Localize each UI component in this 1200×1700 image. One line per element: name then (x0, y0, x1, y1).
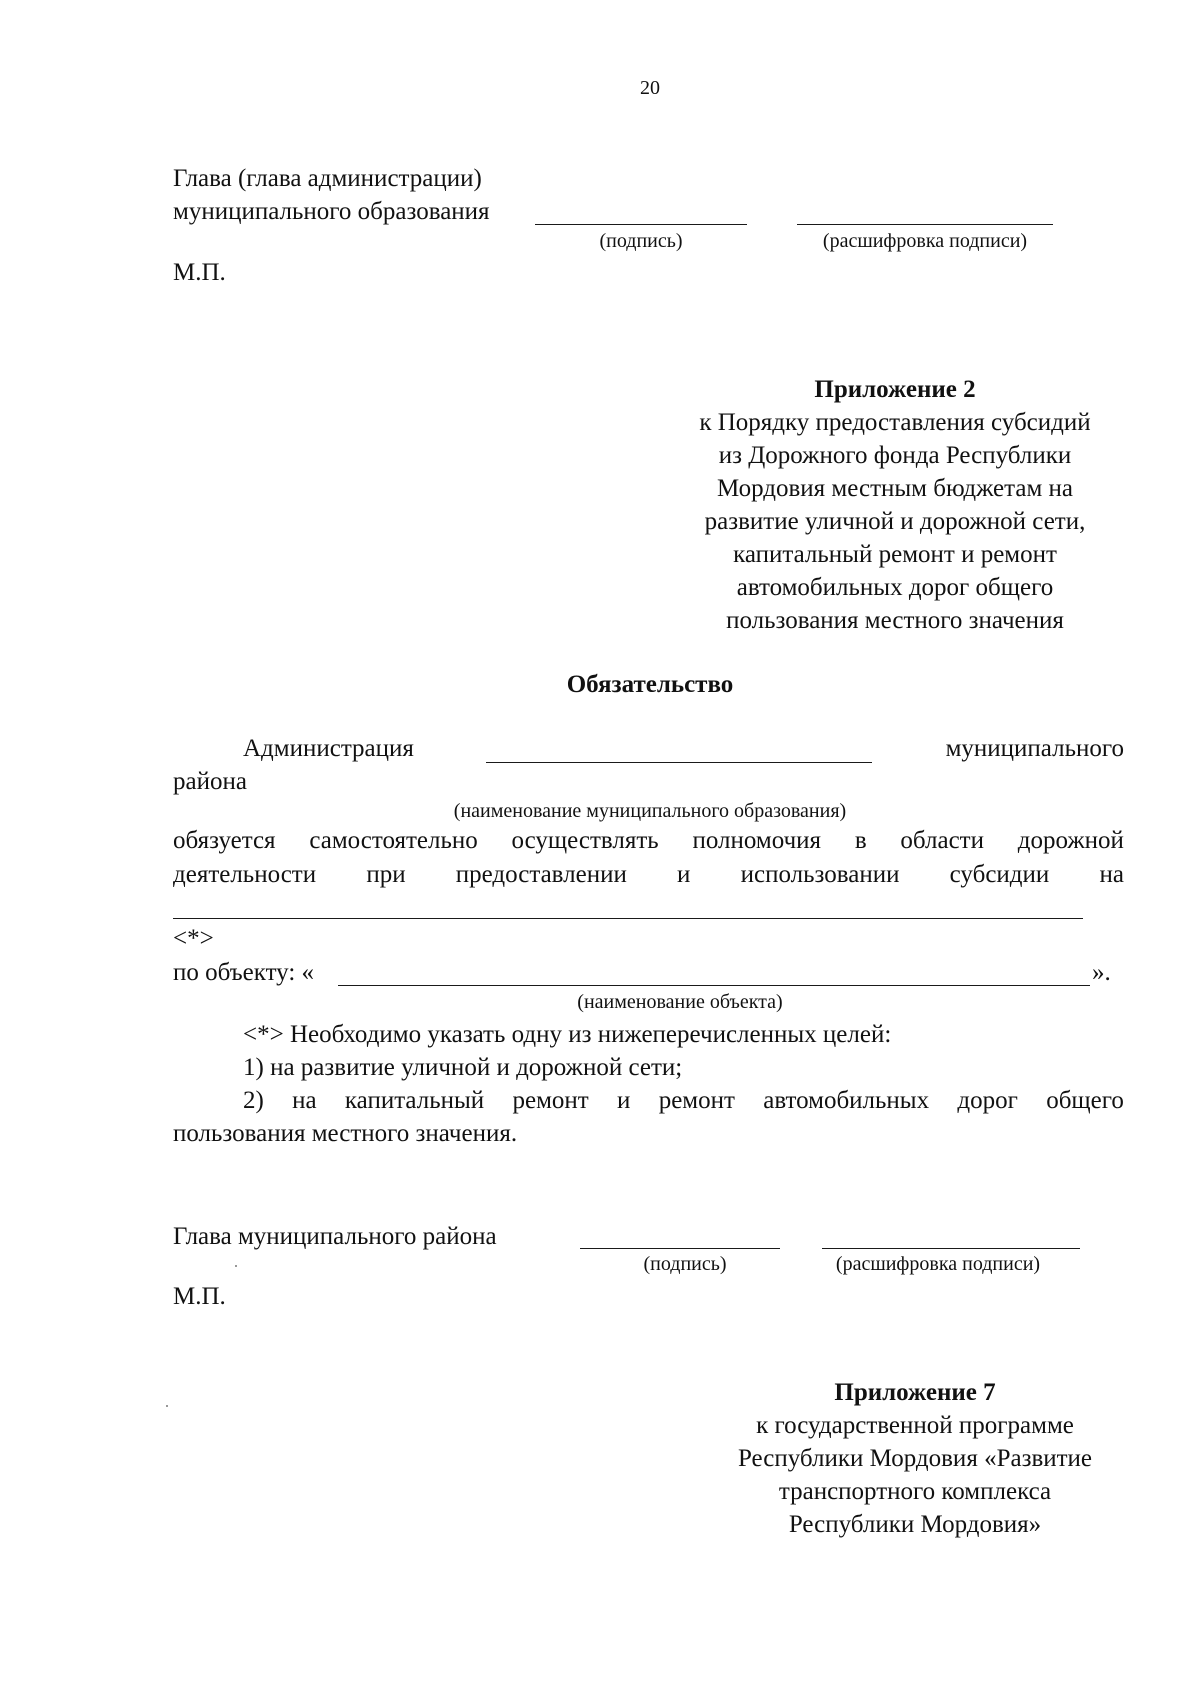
signature-line (535, 224, 747, 225)
purpose-item-2-line2: пользования местного значения. (173, 1120, 518, 1147)
appendix-7-title: Приложение 7 (834, 1379, 996, 1406)
word: общего (1046, 1087, 1124, 1114)
scan-speck (166, 1405, 168, 1407)
appendix-2-line: развитие уличной и дорожной сети, (704, 508, 1086, 535)
page-number: 20 (640, 77, 660, 99)
appendix-7-line: Республики Мордовия «Развитие (737, 1445, 1093, 1472)
subsidy-purpose-line (173, 918, 1083, 919)
obligation-body-line1 (173, 824, 1124, 857)
word: на (292, 1087, 317, 1114)
word: области (900, 827, 984, 854)
appendix-2-block (660, 373, 1130, 637)
appendix-2-line: к Порядку предоставления субсидий (699, 409, 1091, 436)
footnote-mark: <*> (173, 925, 214, 952)
appendix-2-line: пользования местного значения (726, 607, 1064, 634)
signature-decoding-caption: (расшифровка подписи) (835, 1253, 1041, 1275)
signature-decoding-line (822, 1248, 1080, 1249)
appendix-7-block (690, 1376, 1140, 1541)
object-name-line (338, 985, 1090, 986)
purpose-item-2-line1 (243, 1084, 1124, 1117)
signature-caption: (подпись) (599, 230, 683, 252)
word: капитальный (344, 1087, 485, 1114)
obligation-body-line2 (173, 858, 1124, 891)
word: самостоятельно (309, 827, 478, 854)
word: осуществлять (511, 827, 659, 854)
district-word: района (173, 768, 247, 795)
word: субсидии (949, 861, 1050, 888)
appendix-2-line: из Дорожного фонда Республики (718, 442, 1072, 469)
scan-speck (235, 1265, 237, 1267)
purpose-item-1: 1) на развитие уличной и дорожной сети; (243, 1054, 683, 1081)
appendix-2-line: Мордовия местным бюджетам на (717, 475, 1073, 502)
administration-word: Администрация (243, 735, 414, 762)
signature-decoding-caption: (расшифровка подписи) (822, 230, 1028, 252)
appendix-7-line: к государственной программе (756, 1412, 1074, 1439)
word: и (617, 1087, 631, 1114)
word: и (677, 861, 691, 888)
word: в (854, 827, 867, 854)
word: ремонт (658, 1087, 735, 1114)
word: дорог (957, 1087, 1018, 1114)
word: деятельности (173, 861, 317, 888)
appendix-7-line: Республики Мордовия» (788, 1511, 1042, 1538)
signature-line (580, 1248, 780, 1249)
word: дорожной (1017, 827, 1124, 854)
head-title-line1: Глава (глава администрации) (173, 165, 482, 192)
object-prefix: по объекту: « (173, 959, 315, 986)
stamp-placeholder: М.П. (173, 259, 226, 286)
footnote-intro: <*> Необходимо указать одну из нижеперечисленных целей: (243, 1021, 892, 1048)
word: обязуется (173, 827, 276, 854)
word: автомобильных (763, 1087, 930, 1114)
municipality-name-caption: (наименование муниципального образования) (453, 800, 847, 822)
word: на (1099, 861, 1124, 888)
word: ремонт (512, 1087, 589, 1114)
municipal-word: муниципального (945, 735, 1124, 762)
appendix-2-line: капитальный ремонт и ремонт (733, 541, 1057, 568)
stamp-placeholder: М.П. (173, 1283, 226, 1310)
signature-caption: (подпись) (643, 1253, 727, 1275)
appendix-2-title: Приложение 2 (814, 376, 976, 403)
obligation-title: Обязательство (566, 671, 734, 698)
signature-decoding-line (797, 224, 1053, 225)
word: при (366, 861, 406, 888)
word: предоставлении (455, 861, 627, 888)
word: полномочия (692, 827, 822, 854)
word: 2) (243, 1087, 264, 1114)
municipality-name-line (486, 762, 872, 763)
head-title-line2: муниципального образования (173, 198, 490, 225)
appendix-7-line: транспортного комплекса (778, 1478, 1052, 1505)
object-name-caption: (наименование объекта) (577, 991, 783, 1013)
district-head-label: Глава муниципального района (173, 1223, 497, 1250)
word: использовании (740, 861, 900, 888)
object-suffix: ». (1092, 959, 1111, 986)
appendix-2-line: автомобильных дорог общего (736, 574, 1054, 601)
